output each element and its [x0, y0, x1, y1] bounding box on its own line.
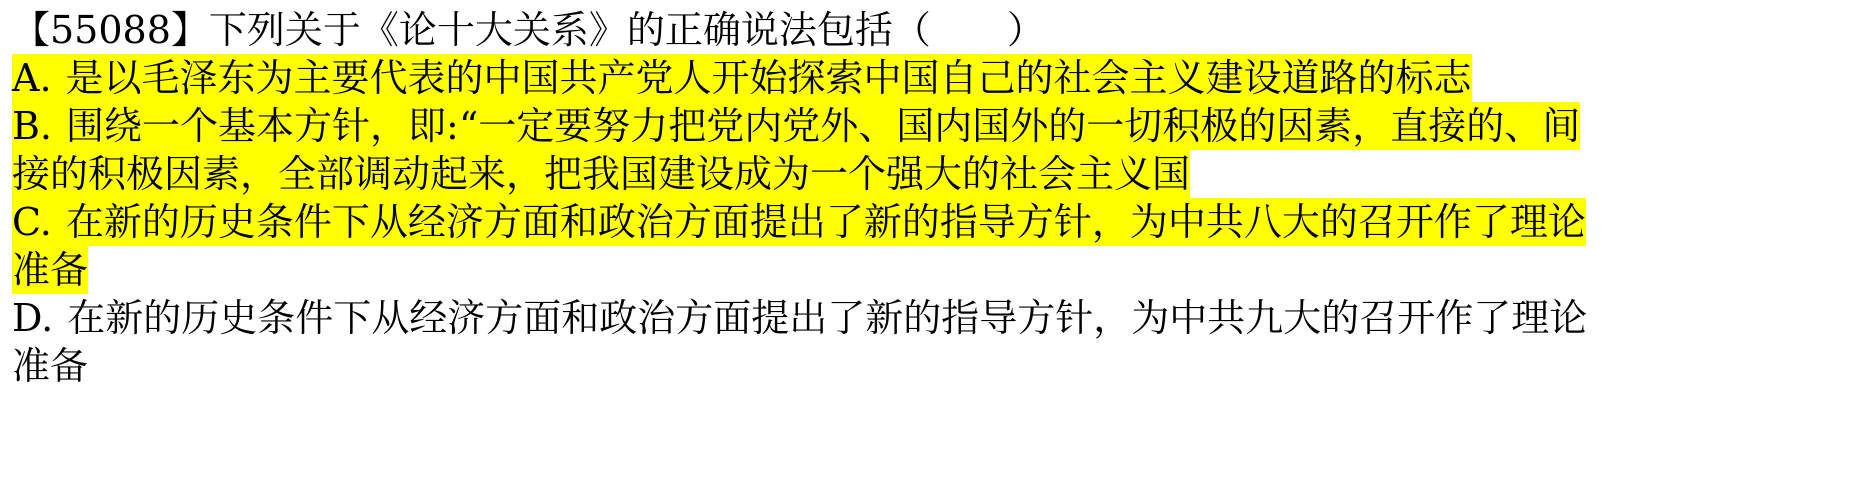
- option-d-text-line-1: 在新的历史条件下从经济方面和政治方面提出了新的指导方针，为中共九大的召开作了理论: [67, 296, 1588, 340]
- option-b-text-line-2: 接的积极因素，全部调动起来，把我国建设成为一个强大的社会主义国: [12, 152, 1191, 196]
- question-stem-line: [12, 6, 1858, 54]
- option-b[interactable]: [12, 102, 1858, 150]
- option-d-text-line-2: 准备: [12, 344, 89, 388]
- option-b-text-line-1: 围绕一个基本方针，即:“一定要努力把党内党外、国内国外的一切积极的因素，直接的、间: [66, 104, 1581, 148]
- option-d[interactable]: [12, 294, 1858, 342]
- option-a-text-line-1: 是以毛泽东为主要代表的中国共产党人开始探索中国自己的社会主义建设道路的标志: [65, 56, 1472, 100]
- option-c-text-line-2: 准备: [12, 248, 89, 292]
- question-stem: 下列关于《论十大关系》的正确说法包括（ ）: [208, 8, 1045, 52]
- option-b-highlight-2: [12, 150, 1190, 198]
- option-a-letter: A.: [12, 56, 52, 100]
- option-d-letter: D.: [12, 296, 54, 340]
- option-b-continued: [12, 150, 1858, 198]
- option-b-letter: B.: [12, 104, 53, 148]
- option-c-text-line-1: 在新的历史条件下从经济方面和政治方面提出了新的指导方针，为中共八大的召开作了理论: [65, 200, 1586, 244]
- option-c-letter: C.: [12, 200, 52, 244]
- option-c-continued: [12, 246, 1858, 294]
- option-d-continued: [12, 342, 1858, 390]
- option-c-highlight-1: [12, 198, 1586, 246]
- option-a-highlight: [12, 54, 1472, 102]
- option-c-highlight-2: [12, 246, 88, 294]
- option-a[interactable]: [12, 54, 1858, 102]
- option-b-highlight-1: [12, 102, 1580, 150]
- question-id: 【55088】: [12, 8, 209, 52]
- option-c[interactable]: [12, 198, 1858, 246]
